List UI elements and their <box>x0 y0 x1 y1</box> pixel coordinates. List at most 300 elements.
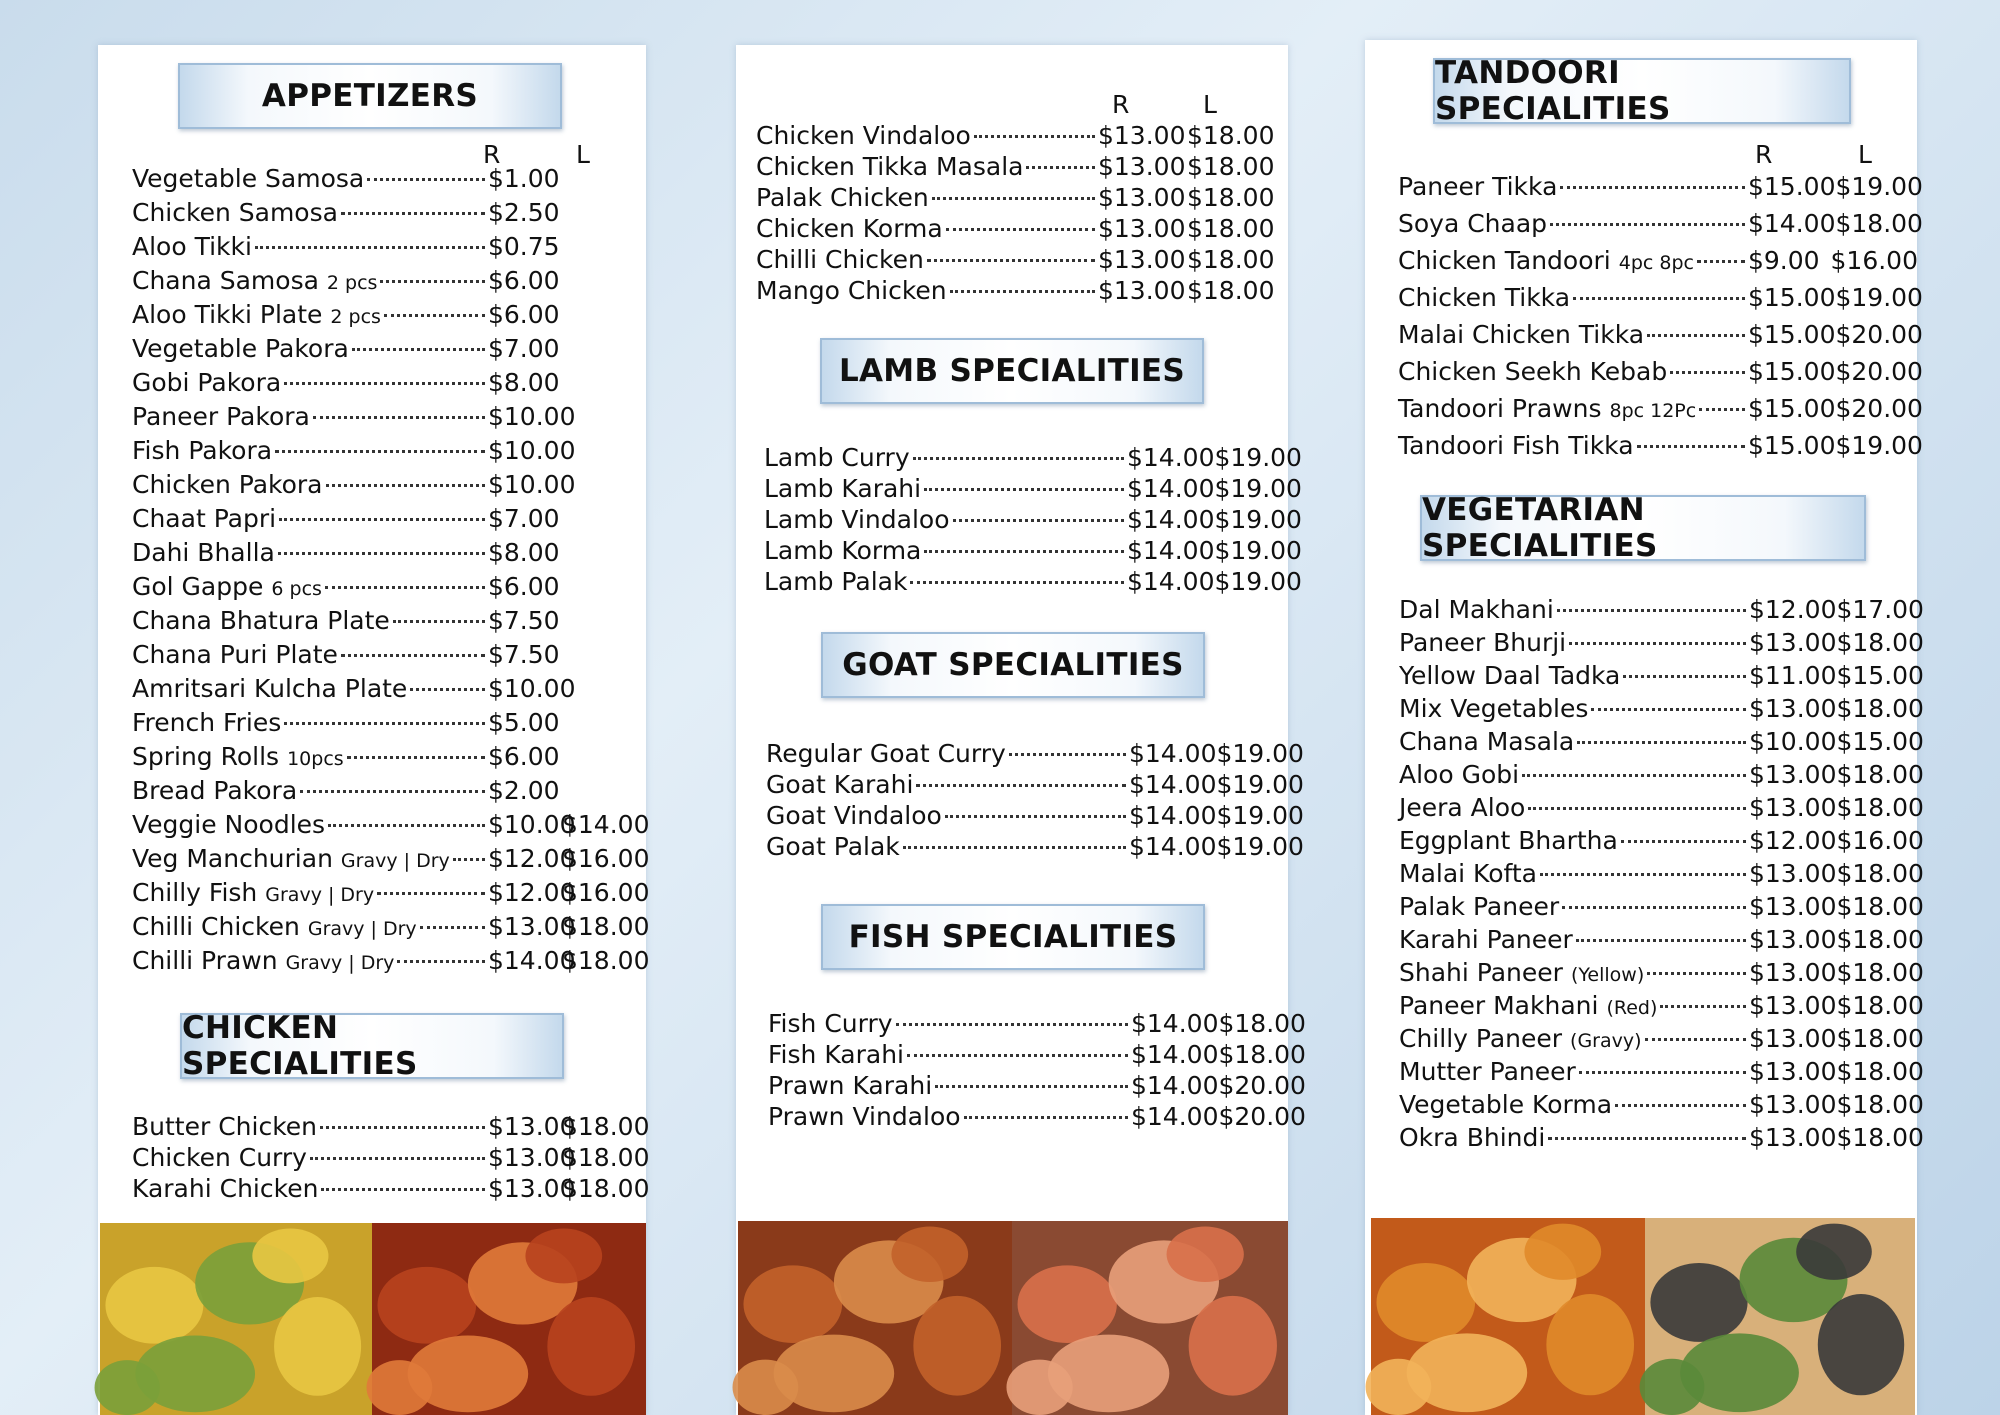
menu-item-name: Chaat Papri <box>132 504 277 533</box>
dot-leader <box>320 1126 485 1129</box>
dot-leader <box>1623 675 1746 678</box>
curry-photo <box>1371 1218 1645 1415</box>
menu-item-name: Spring Rolls <box>132 742 280 771</box>
dot-leader <box>927 259 1095 262</box>
regular-price: $14.00 <box>488 946 576 975</box>
menu-item-name: Tandoori Prawns <box>1398 394 1602 423</box>
large-price: $19.00 <box>1835 172 1923 201</box>
large-price: $18.00 <box>1187 121 1275 150</box>
regular-price: $13.00 <box>1749 694 1837 723</box>
menu-item-note: 2 pcs <box>326 272 378 294</box>
menu-item-name: Paneer Pakora <box>132 402 310 431</box>
dot-leader <box>1647 972 1746 975</box>
menu-item-note: Gravy | Dry <box>307 918 417 940</box>
large-price: $19.00 <box>1835 283 1923 312</box>
menu-item <box>756 151 1276 182</box>
menu-item-note: Gravy | Dry <box>265 884 375 906</box>
dot-leader <box>1557 609 1746 612</box>
menu-item-name: Chicken Curry <box>132 1143 307 1172</box>
dot-leader <box>1670 371 1745 374</box>
menu-item <box>1398 427 1923 464</box>
large-price: $19.00 <box>1214 567 1302 596</box>
menu-item-name: Dal Makhani <box>1399 595 1554 624</box>
menu-item <box>1399 659 1924 692</box>
regular-price: $13.00 <box>1749 760 1837 789</box>
regular-price: $7.00 <box>488 334 560 363</box>
menu-item-name: Veggie Noodles <box>132 810 326 839</box>
regular-price: $6.00 <box>488 266 560 295</box>
dot-leader <box>950 290 1095 293</box>
dot-leader <box>1522 774 1746 777</box>
dot-leader <box>1621 840 1746 843</box>
menu-item-name: Malai Kofta <box>1399 859 1537 888</box>
appetizers-header: APPETIZERS <box>178 63 562 129</box>
large-price: $18.00 <box>1836 859 1924 888</box>
menu-item <box>132 808 650 842</box>
dot-leader <box>313 416 485 419</box>
menu-item <box>756 275 1276 306</box>
menu-item <box>764 566 1302 597</box>
chicken-specialities-header: CHICKEN SPECIALITIES <box>180 1013 564 1079</box>
menu-item <box>132 400 632 434</box>
regular-price: $15.00 <box>1748 394 1836 423</box>
menu-item <box>1399 692 1924 725</box>
menu-item <box>1398 205 1923 242</box>
menu-item-name: Vegetable Korma <box>1399 1090 1613 1119</box>
chicken-legs-photo <box>372 1223 646 1415</box>
menu-item <box>132 1111 650 1142</box>
dot-leader <box>1009 753 1126 756</box>
vegetarian-specialities-list <box>1399 593 1924 1154</box>
dot-leader <box>420 926 485 929</box>
dot-leader <box>1637 445 1745 448</box>
regular-price: $13.00 <box>1749 1090 1837 1119</box>
regular-price: $15.00 <box>1748 320 1836 349</box>
menu-item-name: Chilli Chicken <box>756 245 924 274</box>
food-image <box>100 1223 372 1415</box>
menu-item-name: Amritsari Kulcha Plate <box>132 674 408 703</box>
menu-item <box>1398 242 1918 279</box>
dot-leader <box>284 382 485 385</box>
regular-price: $10.00 <box>1749 727 1837 756</box>
regular-price: $14.00 <box>1127 567 1215 596</box>
menu-item-note: 6 pcs <box>271 578 322 600</box>
regular-price: $13.00 <box>1749 1057 1837 1086</box>
regular-price: $14.00 <box>1129 832 1217 861</box>
pakora-photo <box>100 1223 372 1415</box>
regular-size-label: R <box>1755 140 1773 169</box>
regular-price: $13.00 <box>1098 121 1186 150</box>
menu-item-name: Aloo Gobi <box>1399 760 1520 789</box>
dot-leader <box>932 197 1095 200</box>
dot-leader <box>453 858 485 861</box>
menu-item <box>756 213 1276 244</box>
large-price: $20.00 <box>1218 1102 1306 1131</box>
dot-leader <box>916 784 1126 787</box>
menu-item <box>132 604 632 638</box>
menu-item <box>1399 890 1924 923</box>
regular-price: $13.00 <box>1749 991 1837 1020</box>
menu-item-name: Gobi Pakora <box>132 368 282 397</box>
regular-price: $13.00 <box>1749 793 1837 822</box>
menu-item-name: Fish Karahi <box>768 1040 904 1069</box>
regular-price: $6.00 <box>488 742 560 771</box>
menu-item <box>132 230 632 264</box>
menu-item-name: Fish Curry <box>768 1009 893 1038</box>
large-price: $18.00 <box>1187 152 1275 181</box>
menu-item <box>132 774 632 808</box>
menu-item-name: Jeera Aloo <box>1399 793 1526 822</box>
kebab-skewers-photo <box>738 1221 1012 1415</box>
regular-price: $13.00 <box>1749 859 1837 888</box>
menu-item <box>1399 1088 1924 1121</box>
dot-leader <box>380 280 485 283</box>
dot-leader <box>1647 334 1745 337</box>
large-price: $18.00 <box>562 946 650 975</box>
large-price: $19.00 <box>1216 739 1304 768</box>
regular-price: $11.00 <box>1749 661 1837 690</box>
large-price: $18.00 <box>1187 245 1275 274</box>
regular-price: $14.00 <box>1131 1040 1219 1069</box>
menu-item-name: Chana Bhatura Plate <box>132 606 390 635</box>
menu-item-name: Shahi Paneer <box>1399 958 1563 987</box>
menu-item-name: Butter Chicken <box>132 1112 318 1141</box>
menu-item-name: Chicken Samosa <box>132 198 338 227</box>
menu-item-note: Gravy | Dry <box>285 952 395 974</box>
menu-item-name: Soya Chaap <box>1398 209 1548 238</box>
large-price: $15.00 <box>1836 727 1924 756</box>
large-price: $17.00 <box>1836 595 1924 624</box>
menu-item <box>766 769 1304 800</box>
menu-item-name: Lamb Korma <box>764 536 922 565</box>
large-price: $18.00 <box>1836 793 1924 822</box>
regular-price: $14.00 <box>1127 536 1215 565</box>
large-price: $16.00 <box>562 844 650 873</box>
menu-item <box>132 740 632 774</box>
menu-item-name: Chilly Paneer <box>1399 1024 1563 1053</box>
regular-price: $6.00 <box>488 300 560 329</box>
menu-item-name: Karahi Paneer <box>1399 925 1573 954</box>
menu-item-name: Eggplant Bhartha <box>1399 826 1618 855</box>
large-price: $19.00 <box>1214 474 1302 503</box>
dot-leader <box>255 246 485 249</box>
dot-leader <box>964 1116 1128 1119</box>
dot-leader <box>1562 906 1746 909</box>
menu-item-name: Chana Masala <box>1399 727 1575 756</box>
chicken-specialities-continued-list <box>756 120 1276 306</box>
menu-item-name: Regular Goat Curry <box>766 739 1006 768</box>
large-price: $18.00 <box>1218 1040 1306 1069</box>
regular-price: $13.00 <box>1098 183 1186 212</box>
dot-leader <box>1026 166 1095 169</box>
dot-leader <box>1699 408 1745 411</box>
large-price: $18.00 <box>1836 1123 1924 1152</box>
menu-item <box>132 910 650 944</box>
regular-price: $15.00 <box>1748 431 1836 460</box>
menu-item <box>132 1173 650 1204</box>
menu-item <box>132 1142 650 1173</box>
menu-item-name: Paneer Makhani <box>1399 991 1599 1020</box>
menu-item-name: Chicken Seekh Kebab <box>1398 357 1668 386</box>
menu-item <box>1399 758 1924 791</box>
menu-item-name: Palak Paneer <box>1399 892 1560 921</box>
menu-item <box>132 570 632 604</box>
dot-leader <box>1591 708 1746 711</box>
menu-item <box>132 638 632 672</box>
menu-item <box>1399 725 1924 758</box>
menu-item-name: Goat Karahi <box>766 770 914 799</box>
large-price: $18.00 <box>1836 1024 1924 1053</box>
menu-item <box>132 434 632 468</box>
menu-item-name: Chicken Tikka Masala <box>756 152 1024 181</box>
menu-item <box>766 831 1304 862</box>
menu-item-name: Prawn Karahi <box>768 1071 933 1100</box>
dot-leader <box>310 1157 485 1160</box>
menu-item <box>766 738 1304 769</box>
menu-item <box>764 535 1302 566</box>
menu-item-note: 4pc 8pc <box>1618 252 1694 274</box>
goat-specialities-list <box>766 738 1304 862</box>
menu-item <box>1399 1121 1924 1154</box>
dot-leader <box>974 135 1095 138</box>
menu-item-name: Chicken Tandoori <box>1398 246 1611 275</box>
large-price: $19.00 <box>1216 801 1304 830</box>
large-price: $14.00 <box>562 810 650 839</box>
dot-leader <box>328 824 485 827</box>
menu-item-name: Paneer Bhurji <box>1399 628 1567 657</box>
menu-item <box>132 502 632 536</box>
large-price: $18.00 <box>1836 628 1924 657</box>
regular-price: $13.00 <box>1098 276 1186 305</box>
menu-panel-center <box>736 45 1306 1415</box>
large-price: $20.00 <box>1835 394 1923 423</box>
regular-price: $13.00 <box>1749 892 1837 921</box>
large-price: $18.00 <box>1836 694 1924 723</box>
regular-price: $13.00 <box>1749 925 1837 954</box>
food-image <box>372 1223 646 1415</box>
dot-leader <box>275 450 485 453</box>
large-price: $18.00 <box>1187 183 1275 212</box>
dot-leader <box>347 756 485 759</box>
menu-item <box>764 473 1302 504</box>
large-price: $18.00 <box>562 1112 650 1141</box>
regular-price: $13.00 <box>1098 214 1186 243</box>
salmon-photo <box>1012 1221 1288 1415</box>
large-price: $18.00 <box>1836 1057 1924 1086</box>
menu-item <box>132 876 650 910</box>
menu-item <box>764 442 1302 473</box>
regular-price: $9.00 <box>1748 246 1820 275</box>
dot-leader <box>935 1085 1128 1088</box>
dot-leader <box>913 457 1124 460</box>
menu-item-name: Chilli Chicken <box>132 912 300 941</box>
menu-item <box>756 120 1276 151</box>
large-price: $18.00 <box>1218 1009 1306 1038</box>
menu-item <box>1399 626 1924 659</box>
large-size-label: L <box>1858 140 1872 169</box>
dot-leader <box>397 960 485 963</box>
menu-item <box>1399 989 1924 1022</box>
food-image <box>1012 1221 1288 1415</box>
menu-item <box>1399 857 1924 890</box>
large-price: $15.00 <box>1836 661 1924 690</box>
dot-leader <box>1540 873 1746 876</box>
menu-item-name: Chicken Korma <box>756 214 943 243</box>
large-price: $16.00 <box>1830 246 1918 275</box>
menu-item-name: Chilly Fish <box>132 878 258 907</box>
appetizers-list <box>132 162 650 978</box>
menu-item-name: Goat Vindaloo <box>766 801 942 830</box>
menu-item-name: Chilli Prawn <box>132 946 278 975</box>
menu-item <box>1399 593 1924 626</box>
dot-leader <box>393 620 485 623</box>
menu-item-name: Malai Chicken Tikka <box>1398 320 1645 349</box>
menu-item <box>132 162 632 196</box>
dot-leader <box>1615 1104 1746 1107</box>
dot-leader <box>384 314 485 317</box>
menu-item-name: Vegetable Samosa <box>132 164 365 193</box>
menu-item <box>1398 316 1923 353</box>
regular-price: $13.00 <box>1098 245 1186 274</box>
regular-price: $13.00 <box>1749 628 1837 657</box>
menu-item <box>132 672 632 706</box>
dot-leader <box>377 892 485 895</box>
dot-leader <box>907 1054 1128 1057</box>
dot-leader <box>326 484 485 487</box>
menu-item <box>132 366 632 400</box>
menu-panel-left <box>98 45 650 1415</box>
paneer-skewers-photo <box>1645 1218 1915 1415</box>
regular-price: $14.00 <box>1748 209 1836 238</box>
menu-item-name: Karahi Chicken <box>132 1174 319 1203</box>
dot-leader <box>352 348 485 351</box>
regular-price: $14.00 <box>1131 1009 1219 1038</box>
fish-specialities-list <box>768 1008 1306 1132</box>
large-price: $19.00 <box>1214 536 1302 565</box>
menu-item-name: Mango Chicken <box>756 276 947 305</box>
menu-item-name: French Fries <box>132 708 282 737</box>
food-image <box>1645 1218 1915 1415</box>
dot-leader <box>279 518 485 521</box>
menu-item <box>768 1070 1306 1101</box>
regular-price: $14.00 <box>1127 474 1215 503</box>
large-price: $20.00 <box>1835 357 1923 386</box>
tandoori-specialities-list <box>1398 168 1923 464</box>
menu-item <box>132 944 650 978</box>
menu-item-name: Chana Samosa <box>132 266 319 295</box>
menu-item <box>1398 279 1923 316</box>
tandoori-specialities-header: TANDOORI SPECIALITIES <box>1433 58 1851 124</box>
menu-panel-right <box>1365 40 1924 1415</box>
menu-item-name: Lamb Vindaloo <box>764 505 950 534</box>
goat-specialities-header: GOAT SPECIALITIES <box>821 632 1205 698</box>
regular-price: $14.00 <box>1131 1071 1219 1100</box>
menu-item <box>768 1101 1306 1132</box>
menu-item <box>1399 791 1924 824</box>
regular-price: $14.00 <box>1129 770 1217 799</box>
regular-price: $13.00 <box>1749 1024 1837 1053</box>
regular-price: $10.00 <box>488 470 576 499</box>
menu-item-name: Lamb Curry <box>764 443 910 472</box>
menu-item-name: Aloo Tikki <box>132 232 252 261</box>
dot-leader <box>410 688 485 691</box>
regular-price: $5.00 <box>488 708 560 737</box>
menu-item <box>1399 923 1924 956</box>
food-image <box>738 1221 1012 1415</box>
regular-price: $8.00 <box>488 538 560 567</box>
regular-price: $14.00 <box>1129 739 1217 768</box>
menu-item <box>1398 168 1923 205</box>
dot-leader <box>341 212 485 215</box>
dot-leader <box>1550 223 1745 226</box>
menu-item-note: Gravy | Dry <box>340 850 450 872</box>
large-price: $18.00 <box>1187 276 1275 305</box>
large-price: $19.00 <box>1835 431 1923 460</box>
large-price: $19.00 <box>1216 832 1304 861</box>
dot-leader <box>1576 939 1746 942</box>
menu-item-name: Tandoori Fish Tikka <box>1398 431 1634 460</box>
dot-leader <box>284 722 485 725</box>
dot-leader <box>953 519 1125 522</box>
dot-leader <box>1548 1137 1746 1140</box>
menu-item-name: Mutter Paneer <box>1399 1057 1576 1086</box>
dot-leader <box>1569 642 1746 645</box>
dot-leader <box>946 228 1095 231</box>
menu-item <box>756 244 1276 275</box>
dot-leader <box>1560 186 1745 189</box>
regular-price: $13.00 <box>488 1143 576 1172</box>
large-price: $16.00 <box>1836 826 1924 855</box>
menu-item-name: Dahi Bhalla <box>132 538 275 567</box>
large-price: $18.00 <box>1836 925 1924 954</box>
dot-leader <box>1573 297 1745 300</box>
regular-price: $10.00 <box>488 436 576 465</box>
dot-leader <box>1697 260 1745 263</box>
regular-price: $14.00 <box>1129 801 1217 830</box>
large-price: $19.00 <box>1214 505 1302 534</box>
large-price: $18.00 <box>562 1174 650 1203</box>
menu-item <box>132 468 632 502</box>
dot-leader <box>1579 1071 1746 1074</box>
menu-item-name: Aloo Tikki Plate <box>132 300 323 329</box>
menu-item-name: Lamb Palak <box>764 567 908 596</box>
regular-price: $13.00 <box>488 1174 576 1203</box>
regular-price: $15.00 <box>1748 283 1836 312</box>
regular-price: $2.50 <box>488 198 560 227</box>
large-price: $18.00 <box>1835 209 1923 238</box>
dot-leader <box>278 552 485 555</box>
menu-item <box>756 182 1276 213</box>
large-price: $18.00 <box>1836 892 1924 921</box>
regular-price: $12.00 <box>1749 826 1837 855</box>
regular-price: $10.00 <box>488 810 576 839</box>
regular-price: $13.00 <box>1098 152 1186 181</box>
regular-price: $0.75 <box>488 232 560 261</box>
menu-item-name: Chicken Pakora <box>132 470 323 499</box>
regular-price: $10.00 <box>488 402 576 431</box>
regular-size-label: R <box>483 140 501 169</box>
menu-item-name: Prawn Vindaloo <box>768 1102 961 1131</box>
menu-item <box>1398 390 1923 427</box>
large-price: $19.00 <box>1214 443 1302 472</box>
chicken-specialities-list <box>132 1111 650 1204</box>
dot-leader <box>325 586 485 589</box>
menu-item <box>1399 1022 1924 1055</box>
menu-item <box>766 800 1304 831</box>
lamb-specialities-header: LAMB SPECIALITIES <box>820 338 1204 404</box>
food-image <box>1371 1218 1645 1415</box>
menu-item-note: (Yellow) <box>1570 964 1645 986</box>
